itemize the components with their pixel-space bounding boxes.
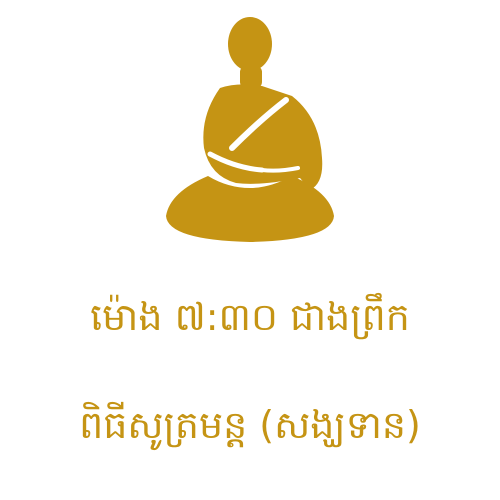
time-caption: ម៉ោង ៧:៣០ ជាងព្រឹក	[90, 295, 410, 339]
ceremony-caption: ពិធីសូត្រមន្ត (សង្ឃទាន)	[79, 403, 421, 447]
meditating-monk-icon	[150, 8, 350, 248]
